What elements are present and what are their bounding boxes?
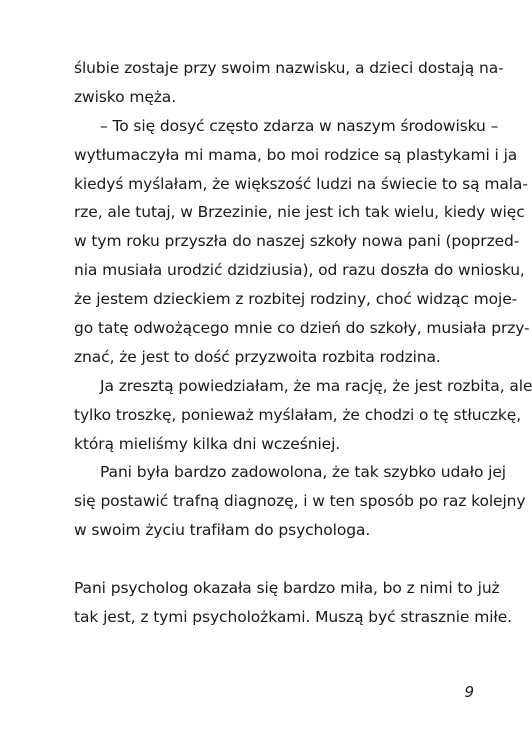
body-text <box>74 54 532 632</box>
text-line: kiedyś myślałam, że większość ludzi na świecie to są mala- <box>74 174 528 193</box>
paragraph <box>74 574 512 632</box>
paragraph <box>74 372 532 459</box>
text-line: którą mieliśmy kilka dni wcześniej. <box>74 434 341 453</box>
paragraph <box>74 112 530 372</box>
page-number: 9 <box>464 683 474 701</box>
text-line: w swoim życiu trafiłam do psychologa. <box>74 521 371 540</box>
section-break <box>74 545 474 574</box>
text-line: się postawić trafną diagnozę, i w ten sposób po raz kolejny <box>74 492 526 511</box>
paragraph <box>74 54 504 112</box>
text-line: Pani była bardzo zadowolona, że tak szybko udało jej <box>100 463 507 482</box>
text-line: go tatę odwożącego mnie co dzień do szkoły, musiała przy- <box>74 319 530 338</box>
text-line: wytłumaczyła mi mama, bo moi rodzice są plastykami i ja <box>74 145 518 164</box>
text-line: że jestem dzieckiem z rozbitej rodziny, choć widząc moje- <box>74 290 518 309</box>
text-line: – To się dosyć często zdarza w naszym środowisku – <box>100 116 499 135</box>
text-line: tak jest, z tymi psycholożkami. Muszą być strasznie miłe. <box>74 607 512 626</box>
text-line: w tym roku przyszła do naszej szkoły nowa pani (poprzed- <box>74 232 520 251</box>
text-line: znać, że jest to dość przyzwoita rozbita rodzina. <box>74 347 441 366</box>
text-line: tylko troszkę, ponieważ myślałam, że chodzi o tę stłuczkę, <box>74 405 522 424</box>
text-line: rze, ale tutaj, w Brzezinie, nie jest ich tak wielu, kiedy więc <box>74 203 525 222</box>
text-line: zwisko męża. <box>74 87 177 106</box>
text-line: Pani psycholog okazała się bardzo miła, bo z nimi to już <box>74 579 500 598</box>
text-line: Ja zresztą powiedziałam, że ma rację, że jest rozbita, ale <box>100 376 532 395</box>
text-line: ślubie zostaje przy swoim nazwisku, a dzieci dostają na- <box>74 59 504 77</box>
text-line: nia musiała urodzić dzidziusia), od razu doszła do wniosku, <box>74 261 525 280</box>
paragraph <box>74 458 526 545</box>
